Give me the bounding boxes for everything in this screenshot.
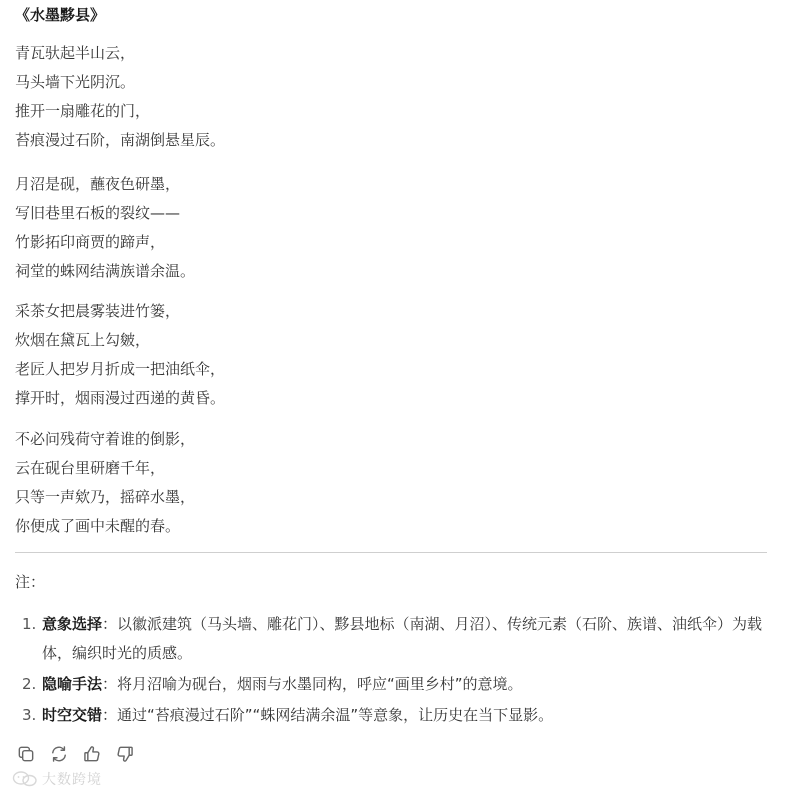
thumbs-up-button[interactable] [81, 743, 103, 765]
note-item-imagery [0, 610, 793, 668]
note-text: ：将月沼喻为砚台，烟雨与水墨同构，呼应“画里乡村”的意境。 [102, 675, 523, 693]
watermark [12, 769, 102, 789]
note-label: 时空交错 [42, 706, 103, 724]
poem-line: 写旧巷里石板的裂纹—— [15, 204, 181, 222]
poem-line: 云在砚台里研磨千年， [15, 459, 166, 477]
poem-line: 推开一扇雕花的门， [15, 102, 151, 120]
poem-line: 月沼是砚，蘸夜色研墨， [15, 175, 181, 193]
poem-stanza-2 [15, 170, 195, 286]
notes-list [0, 610, 793, 730]
poem-line: 竹影拓印商贾的蹄声， [15, 233, 166, 251]
thumbs-up-icon [82, 744, 102, 764]
poem-line: 苔痕漫过石阶，南湖倒悬星辰。 [15, 131, 226, 149]
notes-heading: 注： [15, 573, 46, 591]
message-actions [15, 743, 136, 765]
poem-line: 祠堂的蛛网结满族谱余温。 [15, 262, 196, 280]
poem-line: 老匠人把岁月折成一把油纸伞， [15, 360, 226, 378]
note-number: 3. [22, 706, 37, 724]
regenerate-button[interactable] [48, 743, 70, 765]
note-item-time-space [0, 701, 793, 730]
poem-line: 马头墙下光阴沉。 [15, 73, 136, 91]
poem-line: 你便成了画中未醒的春。 [15, 517, 181, 535]
wechat-icon [12, 770, 38, 788]
section-divider [15, 552, 767, 553]
thumbs-down-icon [115, 744, 135, 764]
copy-button[interactable] [15, 743, 37, 765]
poem-stanza-1 [15, 39, 225, 155]
note-label: 隐喻手法 [42, 675, 103, 693]
note-number: 1. [22, 615, 37, 633]
watermark-text: 大数跨境 [42, 771, 102, 787]
note-text: ：以徽派建筑（马头墙、雕花门）、黟县地标（南湖、月沼）、传统元素（石阶、族谱、油纸伞）为载体，编织时光的质感。 [42, 615, 763, 662]
poem-line: 青瓦驮起半山云， [15, 44, 136, 62]
poem-title: 《水墨黟县》 [15, 6, 106, 24]
poem-line: 撑开时，烟雨漫过西递的黄昏。 [15, 389, 226, 407]
poem-stanza-3 [15, 297, 225, 413]
note-text: ：通过“苔痕漫过石阶”“蛛网结满余温”等意象，让历史在当下显影。 [102, 706, 554, 724]
copy-icon [16, 744, 36, 764]
regenerate-icon [49, 744, 69, 764]
note-label: 意象选择 [42, 615, 103, 633]
note-item-metaphor [0, 670, 793, 699]
poem-line: 不必问残荷守着谁的倒影， [15, 430, 196, 448]
poem-stanza-4 [15, 425, 195, 541]
poem-line: 只等一声欸乃，摇碎水墨， [15, 488, 196, 506]
thumbs-down-button[interactable] [114, 743, 136, 765]
poem-line: 炊烟在黛瓦上勾皴， [15, 331, 151, 349]
poem-line: 采茶女把晨雾装进竹篓， [15, 302, 181, 320]
note-number: 2. [22, 675, 37, 693]
